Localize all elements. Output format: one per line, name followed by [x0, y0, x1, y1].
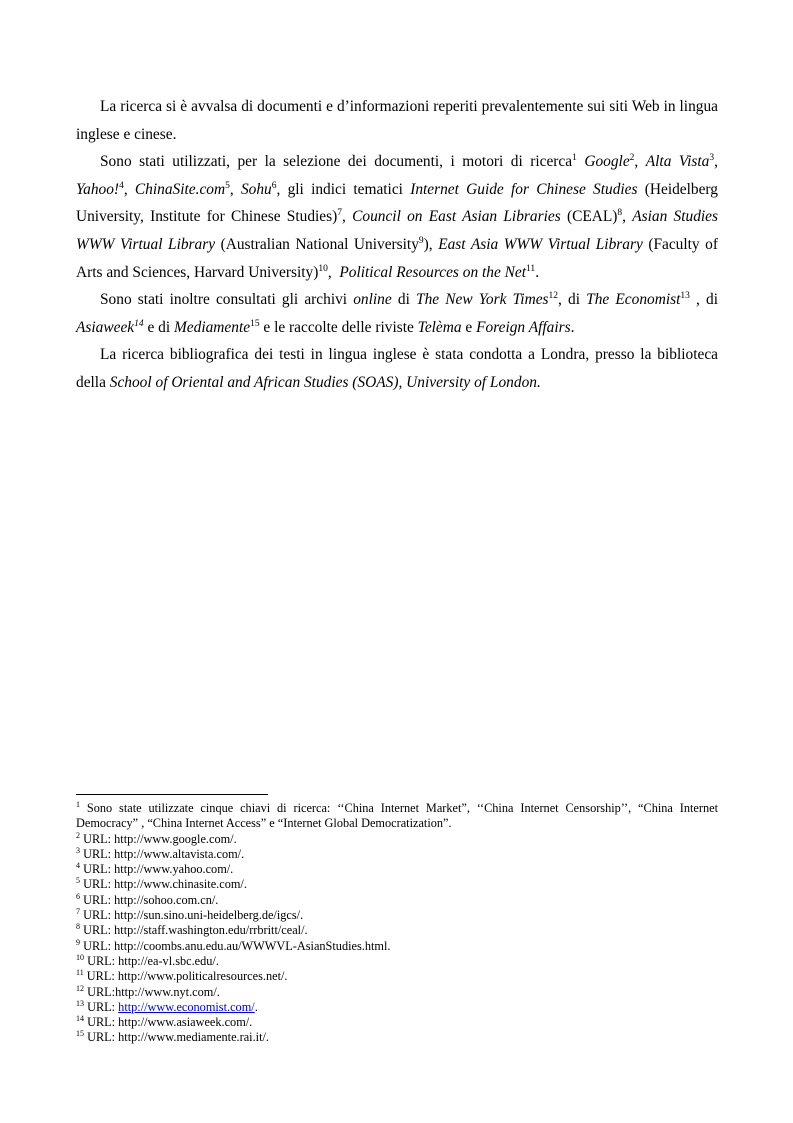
footnote-ref: 1 [572, 153, 577, 164]
footnote-ref: 3 [709, 153, 715, 164]
footnote-ref: 14 [134, 318, 144, 329]
archive-economist: The Economist [586, 291, 681, 309]
search-engine-altavista: Alta Vista [645, 153, 710, 171]
footnote: $^{11}$ URL: http://www.politicalresources.net/. [76, 968, 288, 984]
footnote-ref: 5 [225, 180, 230, 191]
footnote-ref: 7 [337, 208, 342, 219]
journal-telema: Telèma [417, 318, 462, 336]
search-engine-yahoo: Yahoo! [76, 180, 120, 198]
footnote: $^{10}$ URL: http://ea-vl.sbc.edu/. [76, 952, 219, 968]
search-engine-sohu: Sohu [240, 180, 272, 198]
footnote-ref: 12 [548, 291, 559, 302]
footnote-separator [76, 794, 268, 795]
search-engine-chinasite: ChinaSite.com [134, 180, 226, 198]
paragraph-2: Sono stati utilizzati, per la selezione dei documenti, i motori di ricerca$^1$ Google$^2$, Alta Vista$^3$, Yahoo!$^4$, ChinaSite.com$^5$, Sohu$^6$, gli indici tematici Internet Guide for Chinese Studies (Heidelberg University, Institute for Chinese Studies)$^7$, Council on East Asian Libraries (CEAL)$^8$, Asian Studies WWW Virtual Library (Australian National University$^9$), East Asia WWW Virtual Library (Faculty of Arts and Sciences, Harvard University)$^{10}$, Political Resources on the Net$^{11}$. [76, 153, 719, 281]
search-engine-google: Google [584, 153, 630, 171]
index-internet-guide: Internet Guide for Chinese Studies [410, 180, 638, 198]
footnote: $^3$ URL: http://www.altavista.com/. [76, 845, 245, 861]
footnote: $^{15}$ URL: http://www.mediamente.rai.it/. [76, 1029, 269, 1045]
footnote-ref: 10 [318, 263, 328, 274]
footnote: $^{12}$ URL:http://www.nyt.com/. [76, 983, 220, 999]
journal-foreign-affairs: Foreign Affairs [476, 318, 571, 336]
footnote: $^{13}$ URL: http://www.economist.com/. [76, 998, 258, 1014]
footnote-ref: 8 [617, 208, 623, 219]
index-asian-studies: Asian Studies WWW Virtual Library [76, 208, 719, 253]
footnote: $^7$ URL: http://sun.sino.uni-heidelberg.de/igcs/. [76, 906, 304, 923]
footnote-ref: 2 [629, 153, 635, 164]
institution-soas: School of Oriental and African Studies (SOAS), University of London. [109, 373, 541, 391]
footnote: $^8$ URL: http://staff.washington.edu/rrbritt/ceal/. [76, 922, 308, 938]
footnote: $^5$ URL: http://www.chinasite.com/. [76, 876, 247, 892]
paragraph-1: La ricerca si è avvalsa di documenti e d’informazioni reperiti prevalentemente sui siti Web in lingua inglese e cinese. [76, 98, 718, 143]
index-ceal: Council on East Asian Libraries [352, 208, 561, 226]
footnote: $^{14}$ URL: http://www.asiaweek.com/. [76, 1014, 253, 1030]
footnote: $^2$ URL: http://www.google.com/. [76, 830, 237, 846]
footnote: $^1$ Sono state utilizzate cinque chiavi di ricerca: ‘‘China Internet Market”, ‘‘China Internet Censorship’’, “China Internet Democracy” , “China Internet Access” e “Internet Global Democratization”. [76, 799, 718, 831]
footnote-ref: 4 [119, 180, 124, 191]
index-political-resources: Political Resources on the Net [339, 263, 527, 281]
paragraph-3: Sono stati inoltre consultati gli archivi online di The New York Times$^{12}$, di The Economist$^{13}$ , di Asiaweek$^{14}$ e di Mediamente$^{15}$ e le raccolte delle riviste Telèma e Foreign Affairs. [76, 291, 719, 336]
archive-mediamente: Mediamente [173, 318, 251, 336]
footnote-ref: 15 [250, 318, 260, 329]
term-online: online [353, 291, 392, 309]
footnote-ref: 11 [526, 263, 536, 274]
economist-link[interactable]: http://www.economist.com/ [118, 999, 255, 1014]
footnote: $^9$ URL: http://coombs.anu.edu.au/WWWVL-AsianStudies.html. [76, 937, 391, 953]
archive-nyt: The New York Times [416, 291, 549, 309]
footnote: $^4$ URL: http://www.yahoo.com/. [76, 861, 234, 877]
footnote: $^6$ URL: http://sohoo.com.cn/. [76, 891, 219, 907]
body-text [76, 93, 718, 397]
footnotes [76, 801, 718, 1046]
archive-asiaweek: Asiaweek [76, 318, 135, 336]
footnote-ref: 6 [271, 180, 277, 191]
paragraph-4: La ricerca bibliografica dei testi in lingua inglese è stata condotta a Londra, presso la biblioteca della School of Oriental and African Studies (SOAS), University of London. [76, 346, 718, 391]
footnote-ref: 13 [680, 291, 690, 302]
footnote-ref: 9 [418, 235, 424, 246]
index-east-asia: East Asia WWW Virtual Library [438, 235, 643, 253]
